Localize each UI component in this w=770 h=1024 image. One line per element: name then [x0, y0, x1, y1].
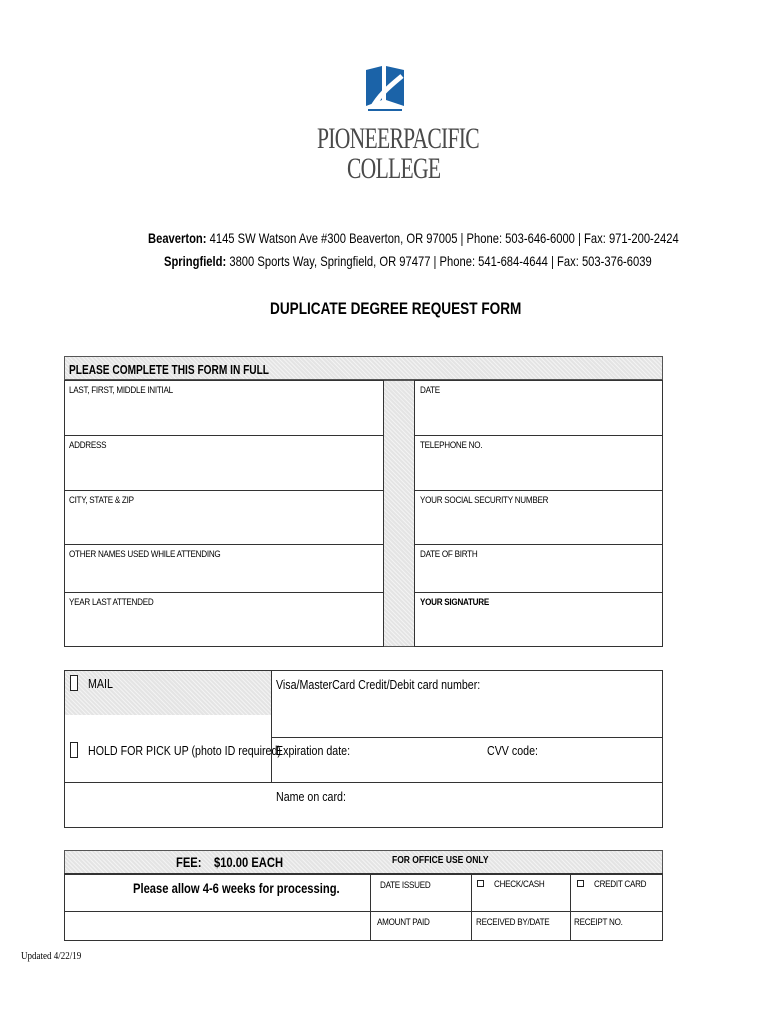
date-issued-label: DATE ISSUED [380, 880, 431, 890]
card-number-field[interactable] [272, 694, 662, 736]
city-state-zip-label: CITY, STATE & ZIP [69, 495, 134, 505]
signature-label: YOUR SIGNATURE [420, 597, 489, 607]
beaverton-address [148, 230, 679, 246]
updated-date: Updated 4/22/19 [21, 951, 82, 962]
name-on-card-field[interactable] [350, 786, 660, 824]
college-logo [300, 64, 479, 189]
date-field[interactable] [414, 380, 663, 436]
check-cash-label: CHECK/CASH [494, 879, 545, 889]
fee-label: FEE: $10.00 EACH [176, 854, 284, 870]
received-by-label: RECEIVED BY/DATE [476, 917, 550, 927]
fee-header-bar [64, 850, 663, 874]
date-label: DATE [420, 385, 440, 395]
expiration-label: Expiration date: [276, 743, 351, 758]
springfield-details: 3800 Sports Way, Springfield, OR 97477 | Phone: 541-684-4644 | Fax: 503-376-6039 [229, 253, 652, 269]
pickup-label: HOLD FOR PICK UP (photo ID required) [88, 743, 281, 758]
pickup-checkbox[interactable] [70, 742, 78, 758]
card-number-label: Visa/MasterCard Credit/Debit card number: [276, 677, 481, 692]
open-book-icon [364, 64, 406, 112]
credit-card-checkbox[interactable] [577, 880, 584, 887]
telephone-label: TELEPHONE NO. [420, 440, 483, 450]
springfield-label: Springfield: [164, 253, 227, 269]
springfield-address [164, 253, 652, 269]
date-of-birth-label: DATE OF BIRTH [420, 549, 478, 559]
office-use-header: FOR OFFICE USE ONLY [392, 855, 489, 866]
name-label: LAST, FIRST, MIDDLE INITIAL [69, 385, 173, 395]
amount-paid-label: AMOUNT PAID [377, 917, 430, 927]
receipt-no-label: RECEIPT NO. [574, 917, 623, 927]
logo-name-line2: COLLEGE [347, 152, 441, 185]
ssn-label: YOUR SOCIAL SECURITY NUMBER [420, 495, 549, 505]
address-field[interactable] [64, 435, 384, 491]
cvv-label: CVV code: [487, 743, 538, 758]
check-cash-checkbox[interactable] [477, 880, 484, 887]
address-label: ADDRESS [69, 440, 107, 450]
credit-card-label: CREDIT CARD [594, 879, 647, 889]
section1-header: PLEASE COMPLETE THIS FORM IN FULL [69, 362, 269, 377]
other-names-label: OTHER NAMES USED WHILE ATTENDING [69, 549, 221, 559]
beaverton-details: 4145 SW Watson Ave #300 Beaverton, OR 97005 | Phone: 503-646-6000 | Fax: 971-200-2424 [209, 230, 679, 246]
name-on-card-label: Name on card: [276, 789, 346, 804]
logo-name-line1: PIONEERPACIFIC [317, 122, 479, 155]
form-title: DUPLICATE DEGREE REQUEST FORM [270, 299, 522, 318]
column-spacer [384, 380, 414, 647]
mail-checkbox[interactable] [70, 675, 78, 691]
processing-note: Please allow 4-6 weeks for processing. [133, 880, 340, 896]
mail-label: MAIL [88, 676, 113, 691]
year-last-attended-label: YEAR LAST ATTENDED [69, 597, 154, 607]
beaverton-label: Beaverton: [148, 230, 207, 246]
